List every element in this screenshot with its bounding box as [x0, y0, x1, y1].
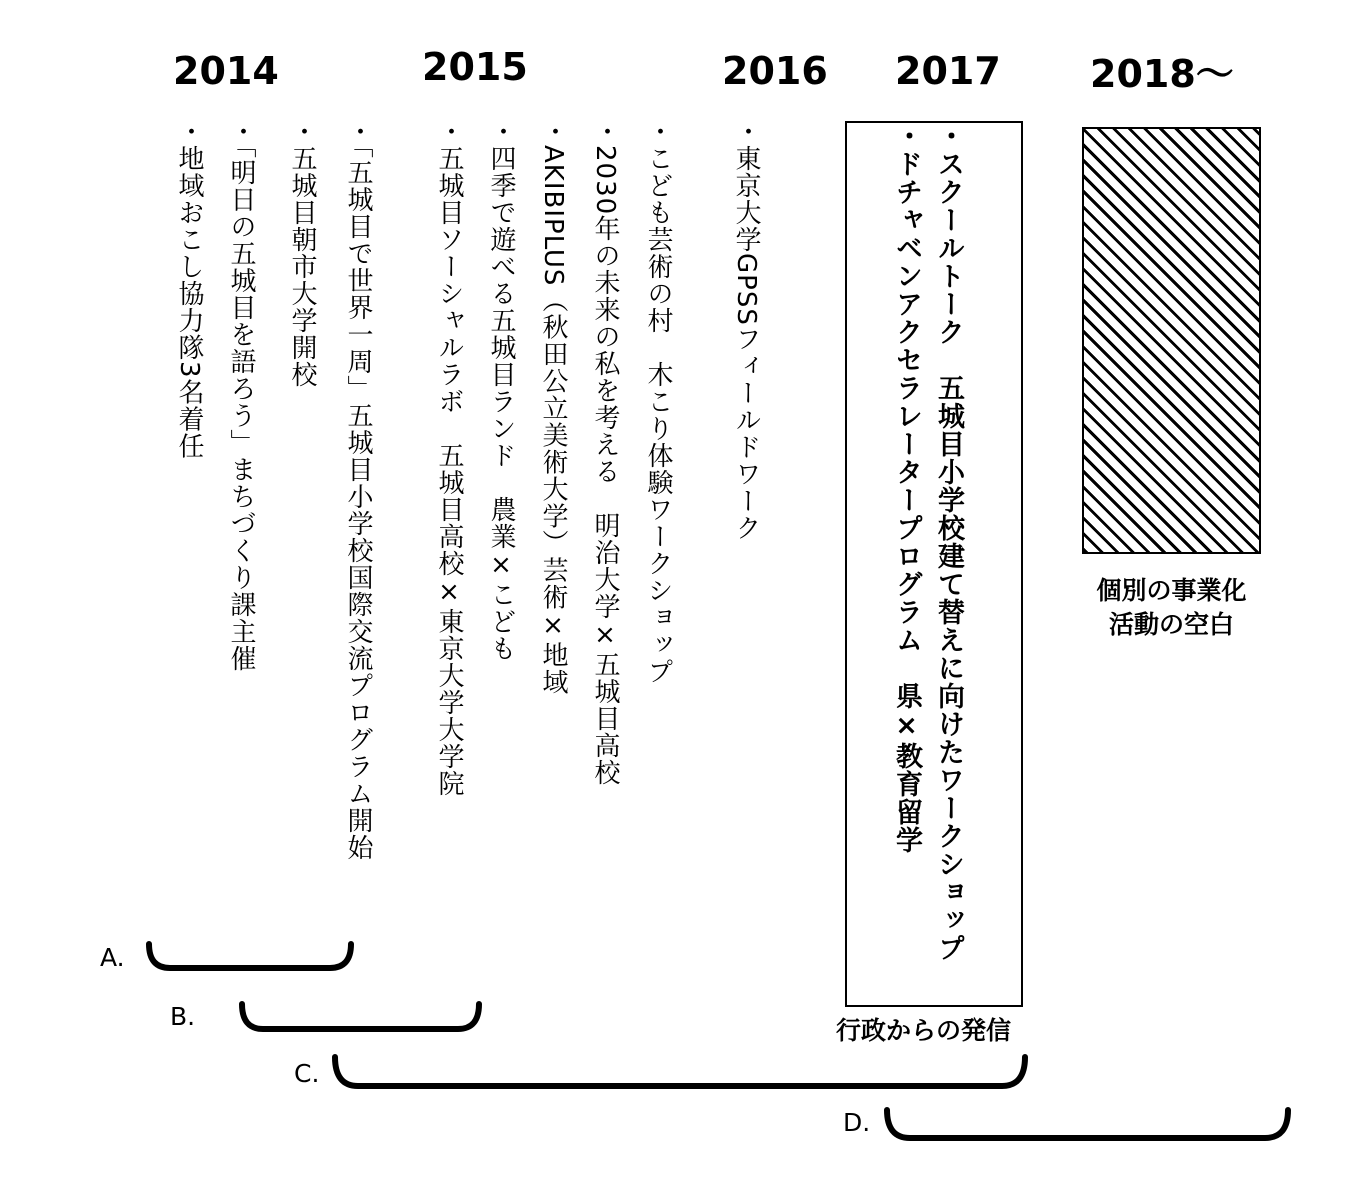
item-akibiplus: ・AKIBIPLUS（秋田公立美術大学）芸術×地域 [538, 118, 568, 696]
year-2016: 2016 [722, 49, 828, 93]
item-ashita-no-gojome: ・「明日の五城目を語ろう」まちづくり課主催 [226, 118, 256, 672]
year-2018-onward: 2018〜 [1090, 52, 1234, 96]
item-dochaben: ・ドチャベンアクセラレータープログラム 県×教育留学 [891, 122, 922, 854]
bracket-a [149, 944, 351, 968]
year-2014: 2014 [173, 49, 279, 93]
item-asaichi-daigaku: ・五城目朝市大学開校 [287, 118, 317, 388]
item-kodomo-geijutsu: ・こども芸術の村 木こり体験ワークショップ [643, 118, 673, 685]
bracket-label-c: C. [294, 1059, 320, 1088]
item-social-lab: ・五城目ソーシャルラボ 五城目高校×東京大学大学院 [434, 118, 464, 797]
item-chiiki-okoshi: ・地域おこし協力隊3名着任 [174, 118, 204, 460]
item-gpss-fieldwork: ・東京大学GPSSフィールドワーク [731, 118, 761, 542]
item-school-talk: ・スクールトーク 五城目小学校建て替えに向けたワークショップ [933, 122, 964, 962]
gap-caption-line1: 個別の事業化 [1096, 576, 1247, 605]
bracket-label-d: D. [843, 1108, 871, 1137]
admin-caption: 行政からの発信 [836, 1016, 1012, 1045]
bracket-d [887, 1110, 1288, 1138]
bracket-label-a: A. [100, 943, 125, 972]
bracket-b [242, 1004, 479, 1029]
item-gojome-land: ・四季で遊べる五城目ランド 農業×こども [486, 118, 516, 662]
gap-caption-line2: 活動の空白 [1108, 609, 1234, 639]
year-2017: 2017 [895, 49, 1001, 93]
year-2015: 2015 [422, 45, 528, 89]
bracket-label-b: B. [170, 1002, 196, 1031]
bracket-c [335, 1057, 1025, 1086]
item-sekai-isshu: ・「五城目で世界一周」五城目小学校国際交流プログラム開始 [343, 118, 373, 861]
item-2030-mirai: ・2030年の未来の私を考える 明治大学×五城目高校 [590, 118, 620, 787]
